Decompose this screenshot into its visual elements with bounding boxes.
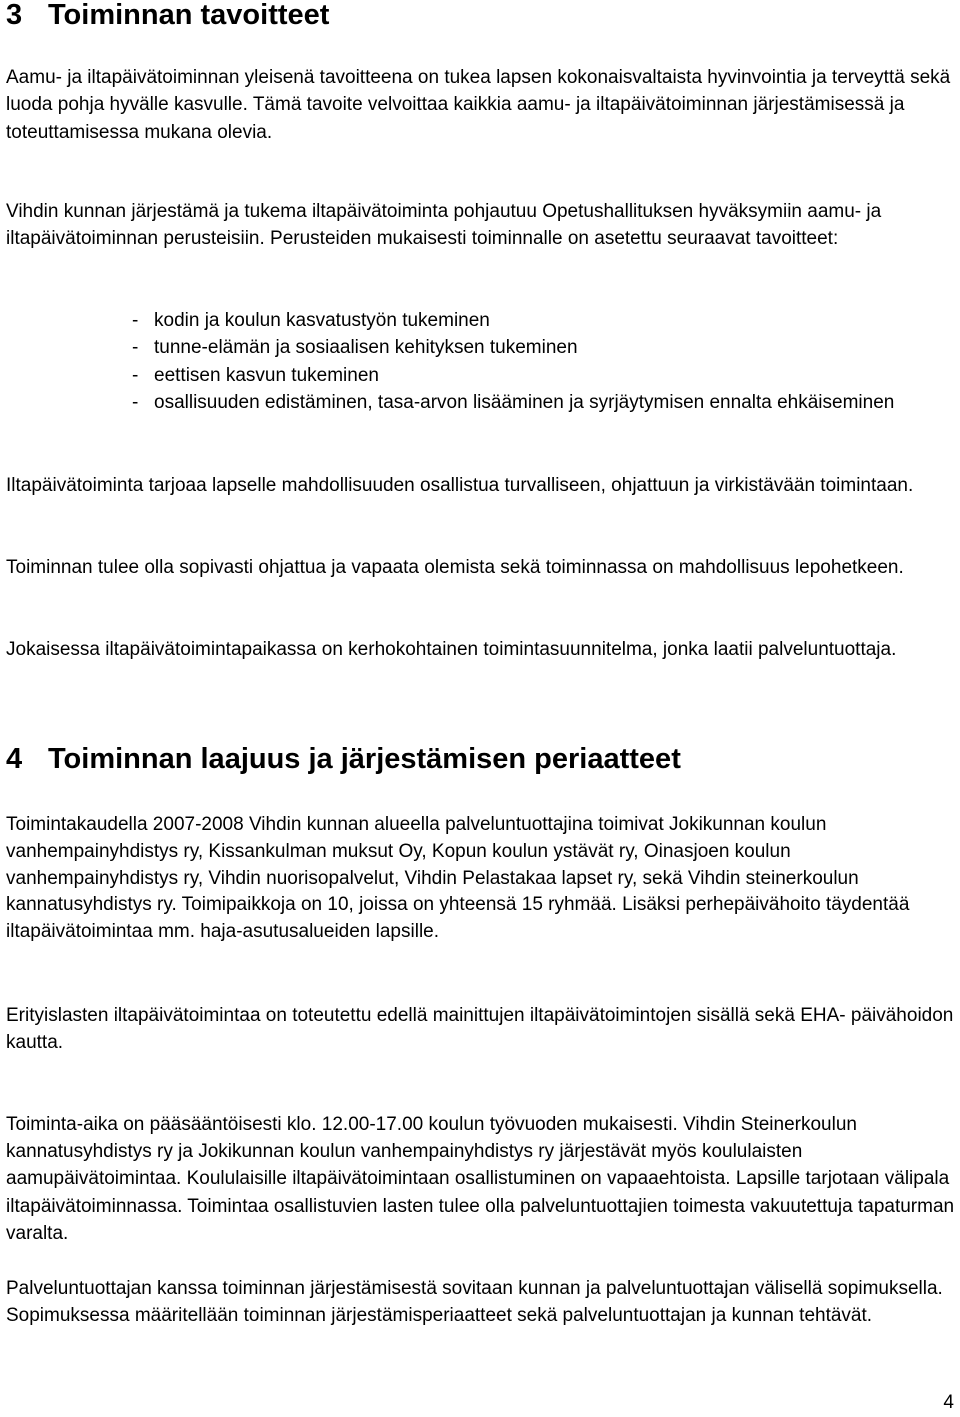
section-4-paragraph-3: Toiminta-aika on pääsääntöisesti klo. 12.00-17.00 koulun työvuoden mukaisesti. Vihdin Steinerkoulun kannatusyhdistys ry ja Jokikunnan koulun vanhempainyhdistys ry järjestävät myös koululaisten aamupäivätoimintaa. Koululaisille iltapäivätoimintaan osallistuminen on vapaaehtoista. Lapsille tarjotaan välipala iltapäivätoiminnassa. Toimintaa osallistuvien lasten tulee olla palveluntuottajien toimesta vakuutettuja tapaturman varalta. xyxy=(6,1114,955,1244)
list-item xyxy=(132,307,952,334)
list-dash: - xyxy=(132,337,139,359)
section-3-paragraph-3: Iltapäivätoiminta tarjoaa lapselle mahdollisuuden osallistua turvalliseen, ohjattuun ja virkistävään toimintaan. xyxy=(6,475,914,496)
section-3-number: 3 xyxy=(6,0,23,31)
section-3-paragraph-1: Aamu- ja iltapäivätoiminnan yleisenä tavoitteena on tukea lapsen kokonaisvaltaista hyvinvointia ja terveyttä sekä luoda pohja hyvälle kasvulle. Tämä tavoite velvoittaa kaikkia aamu- ja iltapäivätoiminnan järjestämisessä ja toteuttamisessa mukana olevia. xyxy=(6,67,951,143)
section-3-heading xyxy=(6,0,329,30)
section-4-paragraph-2: Erityislasten iltapäivätoimintaa on toteutettu edellä mainittujen iltapäivätoimintojen sisällä sekä EHA- päivähoidon kautta. xyxy=(6,1005,954,1054)
section-3-title: Toiminnan tavoitteet xyxy=(48,0,330,31)
list-dash: - xyxy=(132,391,139,413)
section-3-paragraph-5: Jokaisessa iltapäivätoimintapaikassa on kerhokohtainen toimintasuunnitelma, jonka laatii palveluntuottaja. xyxy=(6,639,897,660)
list-dash: - xyxy=(132,310,139,331)
goals-list xyxy=(132,307,952,416)
goal-text: osallisuuden edistäminen, tasa-arvon lisääminen ja syrjäytymisen ennalta ehkäiseminen xyxy=(154,391,895,413)
section-4-number: 4 xyxy=(6,743,23,775)
goal-text: kodin ja koulun kasvatustyön tukeminen xyxy=(154,310,490,331)
section-4-heading xyxy=(6,744,681,774)
section-3-paragraph-4: Toiminnan tulee olla sopivasti ohjattua ja vapaata olemista sekä toiminnassa on mahdollisuus lepohetkeen. xyxy=(6,557,904,578)
section-4-paragraph-1: Toimintakaudella 2007-2008 Vihdin kunnan alueella palveluntuottajina toimivat Jokikunnan koulun vanhempainyhdistys ry, Kissankulman muksut Oy, Kopun koulun ystävät ry, Oinasjoen koulun vanhempainyhdistys ry, Vihdin nuorisopalvelut, Vihdin Pelastakaa lapset ry, sekä Vihdin steinerkoulun kannatusyhdistys ry. Toimipaikkoja on 10, joissa on yhteensä 15 ryhmää. Lisäksi perhepäivähoito täydentää iltapäivätoimintaa mm. haja-asutusalueiden lapsille. xyxy=(6,814,910,943)
list-item xyxy=(132,334,952,361)
list-item xyxy=(132,389,952,416)
page-number: 4 xyxy=(943,1392,954,1413)
list-item xyxy=(132,362,952,389)
goal-text: eettisen kasvun tukeminen xyxy=(154,364,379,386)
section-3-paragraph-2: Vihdin kunnan järjestämä ja tukema iltapäivätoiminta pohjautuu Opetushallituksen hyväksymiin aamu- ja iltapäivätoiminnan perusteisiin. Perusteiden mukaisesti toiminnalle on asetettu seuraavat tavoitteet: xyxy=(6,201,882,250)
goal-text: tunne-elämän ja sosiaalisen kehityksen tukeminen xyxy=(154,337,578,359)
list-dash: - xyxy=(132,364,139,386)
section-4-title: Toiminnan laajuus ja järjestämisen periaatteet xyxy=(48,743,681,775)
section-4-paragraph-4: Palveluntuottajan kanssa toiminnan järjestämisestä sovitaan kunnan ja palveluntuottajan välisellä sopimuksella. Sopimuksessa määritellään toiminnan järjestämisperiaatteet sekä palveluntuottajan ja kunnan tehtävät. xyxy=(6,1278,943,1327)
